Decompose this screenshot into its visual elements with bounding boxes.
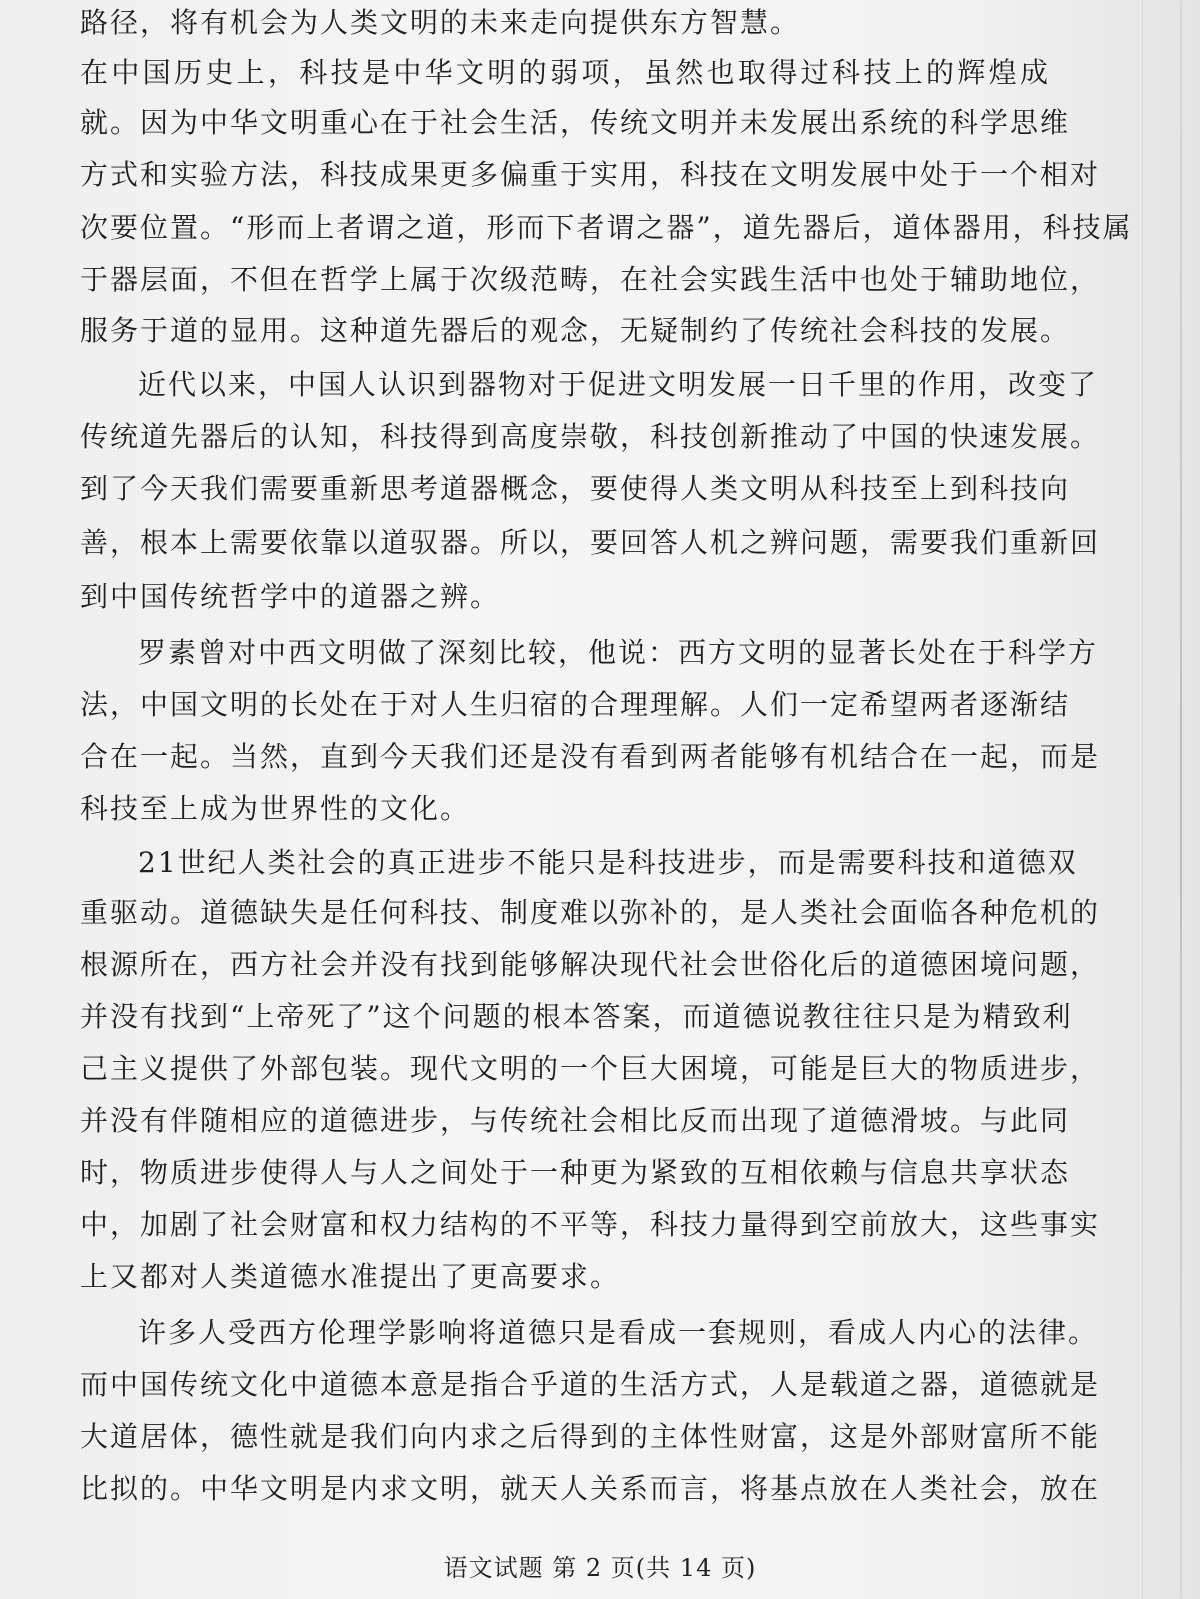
text-line: 中，加剧了社会财富和权力结构的不平等，科技力量得到空前放大，这些事实 bbox=[80, 1208, 1101, 1241]
text-line: 比拟的。中华文明是内求文明，就天人关系而言，将基点放在人类社会，放在 bbox=[80, 1472, 1101, 1505]
text-line: 到了今天我们需要重新思考道器概念，要使得人类文明从科技至上到科技向 bbox=[80, 472, 1071, 505]
text-line: 就。因为中华文明重心在于社会生活，传统文明并未发展出系统的科学思维 bbox=[80, 106, 1071, 139]
text-line: 并没有伴随相应的道德进步，与传统社会相比反而出现了道德滑坡。与此同 bbox=[80, 1104, 1071, 1137]
text-line: 己主义提供了外部包装。现代文明的一个巨大困境，可能是巨大的物质进步， bbox=[80, 1052, 1101, 1085]
text-line: 到中国传统哲学中的道器之辨。 bbox=[80, 580, 501, 613]
paragraph-start-line: 21世纪人类社会的真正进步不能只是科技进步，而是需要科技和道德双 bbox=[138, 846, 1078, 879]
text-line: 而中国传统文化中道德本意是指合乎道的生活方式，人是载道之器，道德就是 bbox=[80, 1368, 1101, 1401]
text-line: 善，根本上需要依靠以道驭器。所以，要回答人机之辨问题，需要我们重新回 bbox=[80, 526, 1101, 559]
page-shadow-line bbox=[1142, 0, 1143, 1599]
text-line: 路径，将有机会为人类文明的未来走向提供东方智慧。 bbox=[80, 6, 801, 39]
text-line: 根源所在，西方社会并没有找到能够解决现代社会世俗化后的道德困境问题， bbox=[80, 948, 1101, 981]
text-line: 时，物质进步使得人与人之间处于一种更为紧致的互相依赖与信息共享状态 bbox=[80, 1156, 1071, 1189]
text-line: 上又都对人类道德水准提出了更高要求。 bbox=[80, 1260, 621, 1293]
text-line: 于器层面，不但在哲学上属于次级范畴，在社会实践生活中也处于辅助地位， bbox=[80, 263, 1101, 296]
text-line: 并没有找到“上帝死了”这个问题的根本答案，而道德说教往往只是为精致利 bbox=[80, 1000, 1073, 1033]
text-line: 服务于道的显用。这种道先器后的观念，无疑制约了传统社会科技的发展。 bbox=[80, 314, 1071, 347]
text-line: 大道居体，德性就是我们向内求之后得到的主体性财富，这是外部财富所不能 bbox=[80, 1420, 1101, 1453]
text-line: 次要位置。“形而上者谓之道，形而下者谓之器”，道先器后，道体器用，科技属 bbox=[80, 211, 1133, 244]
paragraph-start-line: 罗素曾对中西文明做了深刻比较，他说：西方文明的显著长处在于科学方 bbox=[138, 636, 1099, 669]
text-line: 法，中国文明的长处在于对人生归宿的合理理解。人们一定希望两者逐渐结 bbox=[80, 688, 1071, 721]
text-line: 在中国历史上，科技是中华文明的弱项，虽然也取得过科技上的辉煌成 bbox=[80, 56, 1050, 89]
text-line: 合在一起。当然，直到今天我们还是没有看到两者能够有机结合在一起，而是 bbox=[80, 740, 1101, 773]
page-footer: 语文试题 第 2 页(共 14 页) bbox=[443, 1554, 757, 1582]
paragraph-start-line: 许多人受西方伦理学影响将道德只是看成一套规则，看成人内心的法律。 bbox=[138, 1316, 1099, 1349]
page-fold-line bbox=[1180, 0, 1182, 1599]
text-line: 科技至上成为世界性的文化。 bbox=[80, 792, 471, 825]
text-line: 重驱动。道德缺失是任何科技、制度难以弥补的，是人类社会面临各种危机的 bbox=[80, 896, 1101, 929]
paragraph-start-line: 近代以来，中国人认识到器物对于促进文明发展一日千里的作用，改变了 bbox=[138, 368, 1099, 401]
text-line: 方式和实验方法，科技成果更多偏重于实用，科技在文明发展中处于一个相对 bbox=[80, 158, 1101, 191]
text-line: 传统道先器后的认知，科技得到高度崇敬，科技创新推动了中国的快速发展。 bbox=[80, 420, 1101, 453]
